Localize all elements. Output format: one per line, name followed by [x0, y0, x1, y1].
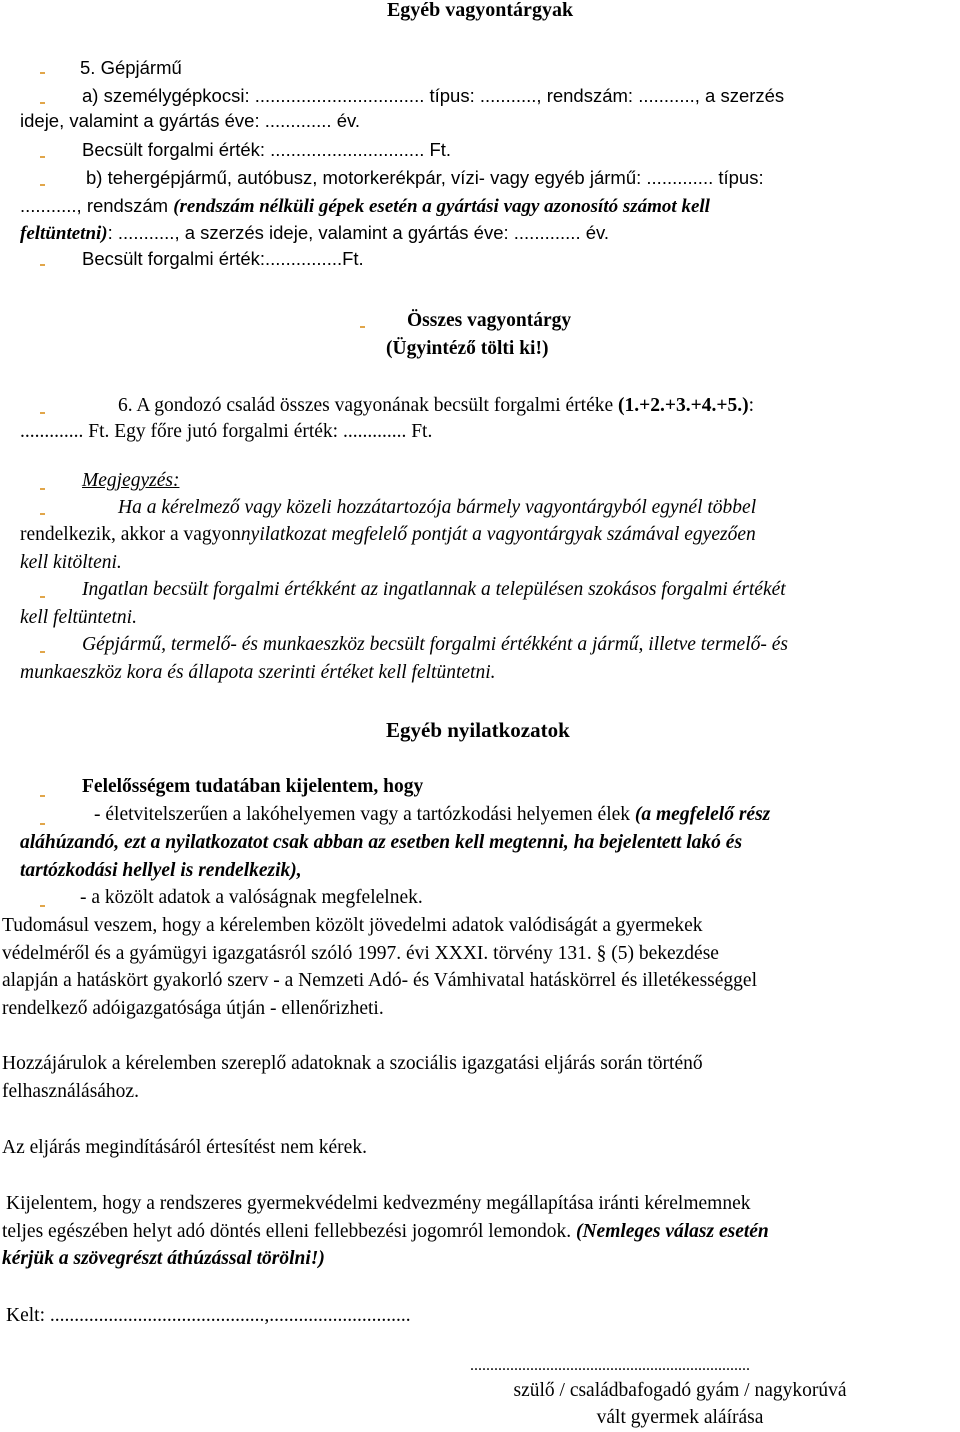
bullet-marker — [40, 184, 45, 186]
consent-line2: felhasználásához. — [2, 1081, 139, 1102]
vehicle-a-value: Becsült forgalmi érték: .............................. Ft. — [82, 139, 452, 160]
note-p2-line1: Ingatlan becsült forgalmi értékként az ingatlannak a településen szokásos forgalmi értékét — [82, 579, 786, 600]
bullet-marker — [40, 513, 45, 515]
bullet-marker — [40, 102, 45, 104]
vehicle-a-line1: a) személygépkocsi: ................................. típus: ..........., rendszám: ..........., a szerzés — [82, 85, 785, 106]
bullet-marker — [40, 412, 45, 414]
note-p3-line2: munkaeszköz kora és állapota szerinti értéket kell feltüntetni. — [20, 662, 496, 683]
consent-line1: Hozzájárulok a kérelemben szereplő adatoknak a szociális igazgatási eljárás során történő — [2, 1053, 703, 1074]
ack-line4: rendelkező adóigazgatósága útján - ellenőrizheti. — [2, 998, 384, 1019]
signature-line2: vált gyermek aláírása — [596, 1407, 764, 1428]
bullet-marker — [40, 651, 45, 653]
title-other: Egyéb nyilatkozatok — [386, 718, 570, 742]
note-p1-line1: Ha a kérelmező vagy közeli hozzátartozója bármely vagyontárgyból egynél többel — [118, 497, 757, 518]
total-sub: (Ügyintéző tölti ki!) — [386, 338, 549, 359]
vehicle-heading: 5. Gépjármű — [80, 57, 182, 78]
note-p2-line2: kell feltüntetni. — [20, 607, 137, 628]
kelt-line: Kelt: ............................................,............................. — [6, 1305, 411, 1326]
signature-dots: ...................................................................... — [470, 1357, 750, 1374]
decl-lead: Felelősségem tudatában kijelentem, hogy — [82, 776, 424, 797]
bullet-marker — [40, 795, 45, 797]
bullet-marker — [40, 156, 45, 158]
ack-line2: védelméről és a gyámügyi igazgatásról szóló 1997. évi XXXI. törvény 131. § (5) bekezdése — [2, 943, 719, 964]
appeal-line2: teljes egészében helyt adó döntés elleni fellebbezési jogomról lemondok. (Nemleges válasz esetén — [2, 1221, 769, 1242]
vehicle-b-value: Becsült forgalmi érték:...............Ft. — [82, 248, 364, 269]
signature-line1: szülő / családbafogadó gyám / nagykorúvá — [513, 1380, 847, 1401]
note-heading: Megjegyzés: — [82, 470, 180, 491]
bullet-marker — [40, 596, 45, 598]
bullet-marker — [40, 823, 45, 825]
appeal-line3: kérjük a szövegrészt áthúzással törölni!) — [2, 1248, 325, 1269]
bullet-marker — [360, 326, 365, 328]
vehicle-b-line3: feltüntetni): ..........., a szerzés ideje, valamint a gyártás éve: ............. év. — [20, 222, 610, 244]
note-p1-line2: rendelkezik, akkor a vagyonnyilatkozat megfelelő pontját a vagyontárgyak számával egyezően — [20, 524, 756, 545]
title-assets: Egyéb vagyontárgyak — [386, 0, 574, 21]
ack-line3: alapján a hatáskört gyakorló szerv - a Nemzeti Adó- és Vámhivatal hatáskörrel és illetékességgel — [2, 970, 757, 991]
decl-item2: - a közölt adatok a valóságnak megfelelnek. — [80, 887, 423, 908]
vehicle-b-line2: ..........., rendszám (rendszám nélküli gépek esetén a gyártási vagy azonosító számot kell — [20, 195, 710, 217]
note-p1-line3: kell kitölteni. — [20, 552, 122, 573]
bullet-marker — [40, 72, 45, 74]
vehicle-a-line2: ideje, valamint a gyártás éve: ............. év. — [20, 110, 361, 131]
decl-item1-line3: tartózkodási hellyel is rendelkezik), — [20, 860, 302, 881]
decl-item1-line1: - életvitelszerűen a lakóhelyemen vagy a tartózkodási helyemen élek (a megfelelő rész — [94, 804, 771, 825]
decl-item1-line2: aláhúzandó, ezt a nyilatkozatot csak abban az esetben kell megtenni, ha bejelentett lakó és — [20, 832, 743, 853]
total-heading: Összes vagyontárgy — [407, 310, 572, 331]
notify-line: Az eljárás megindításáról értesítést nem kérek. — [2, 1137, 367, 1158]
note-p3-line1: Gépjármű, termelő- és munkaeszköz becsült forgalmi értékként a jármű, illetve termelő- és — [82, 634, 788, 655]
total-line1: 6. A gondozó család összes vagyonának becsült forgalmi értéke (1.+2.+3.+4.+5.): — [118, 395, 754, 416]
bullet-marker — [40, 905, 45, 907]
bullet-marker — [40, 264, 45, 266]
appeal-line1: Kijelentem, hogy a rendszeres gyermekvédelmi kedvezmény megállapítása iránti kérelmemnek — [6, 1193, 751, 1214]
bullet-marker — [40, 488, 45, 490]
total-line2: ............. Ft. Egy főre jutó forgalmi érték: ............. Ft. — [20, 421, 433, 442]
vehicle-b-line1: b) tehergépjármű, autóbusz, motorkerékpár, vízi- vagy egyéb jármű: ............. típus: — [86, 167, 764, 188]
ack-line1: Tudomásul veszem, hogy a kérelemben közölt jövedelmi adatok valódiságát a gyermekek — [2, 915, 703, 936]
